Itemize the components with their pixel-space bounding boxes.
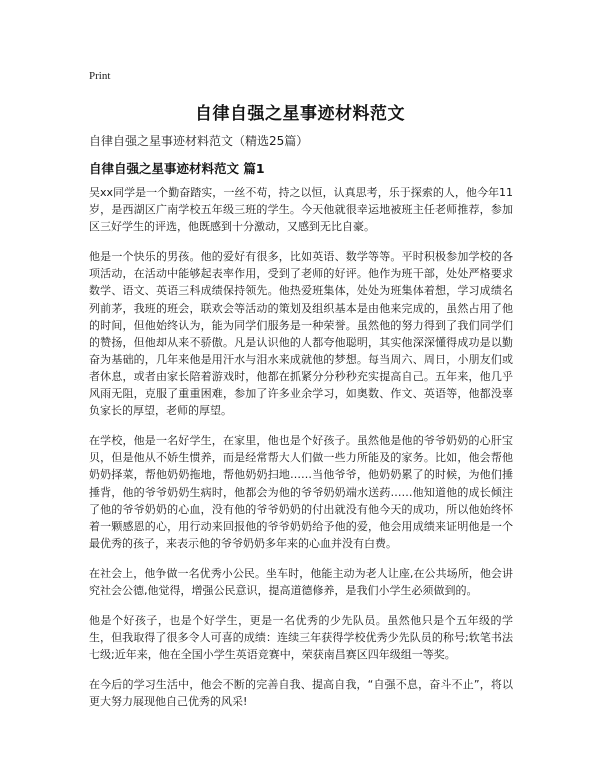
paragraph: 在学校，他是一名好学生，在家里，他也是个好孩子。虽然他是他的爷爷奶奶的心肝宝贝，但是他从不娇生惯养，而是经常帮大人们做一些力所能及的家务。比如，他会帮他奶奶择菜，帮他奶奶拖地，帮他奶奶扫地……当他爷爷，他奶奶累了的时候，为他们捶捶背，他的爷爷奶奶生病时，他都会为他的爷爷奶奶端水送药……他知道他的成长倾注了他的爷爷奶奶的心血，没有他的爷爷奶奶的付出就没有他今天的成功，所以他始终怀着一颗感恩的心，用行动来回报他的爷爷奶奶给予他的爱，他会用成绩来证明他是一个最优秀的孩子，来表示他的爷爷奶奶多年来的心血并没有白费。 — [89, 434, 513, 550]
paragraph: 他是一个快乐的男孩。他的爱好有很多，比如英语、数学等等。平时积极参加学校的各项活动，在活动中能够起表率作用，受到了老师的好评。他作为班干部，处处严格要求数学、语文、英语三科成绩保持领先。他热爱班集体，处处为班集体着想，学习成绩名列前茅，我班的班会，联欢会等活动的策划及组织基本是由他来完成的，虽然占用了他的时间，但他始终认为，能为同学们服务是一种荣誉。虽然他的努力得到了我们同学们的赞扬，但他却从来不骄傲。凡是认识他的人都夸他聪明，其实他深深懂得成功是以勤奋为基础的，几年来他是用汗水与泪水来成就他的梦想。每当周六、周日，小朋友们或者休息，或者由家长陪着游戏时，他都在抓紧分分秒秒充实提高自己。五年来，他几乎风雨无阻，克服了重重困难，参加了许多业余学习，如奥数、作文、英语等，他都没辜负家长的厚望，老师的厚望。 — [89, 250, 513, 418]
document-title: 自律自强之星事迹材料范文 — [195, 104, 405, 124]
paragraph: 他是个好孩子，也是个好学生，更是一名优秀的少先队员。虽然他只是个五年级的学生，但我取得了很多令人可喜的成绩：连续三年获得学校优秀少先队员的称号;软笔书法七级;近年来，他在全国小学生英语竞赛中，荣获南昌赛区四年级组一等奖。 — [89, 614, 513, 662]
print-link[interactable]: Print — [89, 70, 111, 82]
paragraph: 在社会上，他争做一名优秀小公民。坐车时，他能主动为老人让座,在公共场所，他会讲究社会公德,他觉得，增强公民意识，提高道德修养，是我们小学生必须做到的。 — [89, 566, 513, 597]
article-body — [89, 184, 513, 724]
paragraph: 在今后的学习生活中，他会不断的完善自我、提高自我，“自强不息，奋斗不止”，将以更大努力展现他自己优秀的风采! — [89, 678, 513, 709]
section-heading: 自律自强之星事迹材料范文 篇1 — [89, 161, 265, 176]
paragraph: 吴xx同学是一个勤奋踏实，一丝不苟，持之以恒，认真思考，乐于探索的人，他今年11岁，是西湖区广南学校五年级三班的学生。今天他就很幸运地被班主任老师推荐，参加区三好学生的评选，他既感到十分激动，又感到无比自豪。 — [89, 186, 513, 234]
document-subtitle: 自律自强之星事迹材料范文（精选25篇） — [89, 134, 309, 148]
